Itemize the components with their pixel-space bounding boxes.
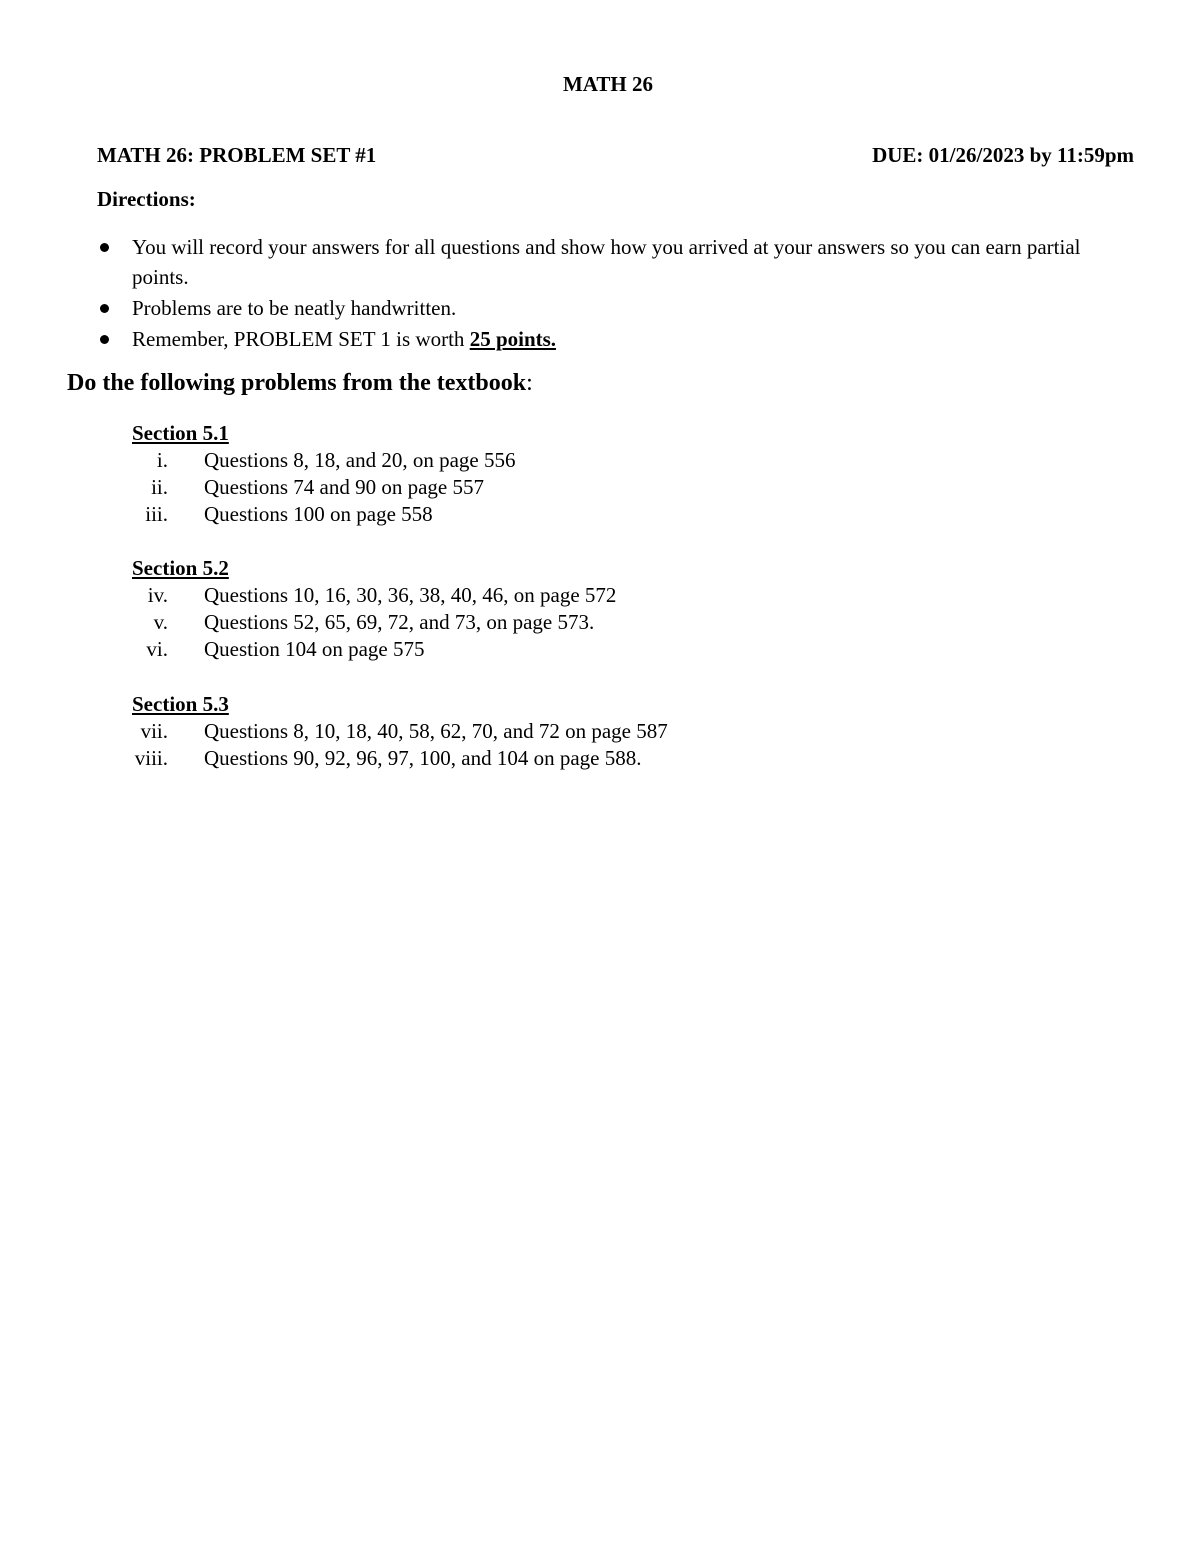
question-text: Questions 74 and 90 on page 557 — [204, 475, 484, 499]
question-text: Questions 100 on page 558 — [204, 502, 433, 526]
problems-heading-text: Do the following problems from the textbook — [67, 370, 527, 396]
question-text: Questions 8, 10, 18, 40, 58, 62, 70, and 72 on page 587 — [204, 719, 668, 743]
bullet-icon — [100, 243, 109, 252]
list-item — [132, 501, 515, 528]
section-title: Section 5.2 — [132, 556, 229, 580]
directions-list — [97, 232, 1142, 355]
directions-label: Directions: — [97, 187, 196, 211]
problems-heading — [67, 370, 533, 397]
list-item — [132, 745, 668, 772]
section-title: Section 5.3 — [132, 692, 229, 716]
question-number: ii. — [151, 475, 168, 499]
question-number: vii. — [140, 719, 168, 743]
question-number: iii. — [145, 502, 168, 526]
list-item — [132, 582, 616, 609]
direction-text: Remember, PROBLEM SET 1 is worth — [132, 327, 470, 351]
bullet-icon — [100, 335, 109, 344]
question-number: i. — [156, 448, 168, 472]
list-item — [132, 636, 616, 663]
section-5-1 — [132, 420, 515, 528]
question-text: Questions 52, 65, 69, 72, and 73, on page 573. — [204, 610, 595, 634]
points-emphasis: 25 points. — [469, 327, 557, 351]
due-date: DUE: 01/26/2023 by 11:59pm — [872, 143, 1134, 167]
question-number: viii. — [134, 746, 168, 770]
question-text: Questions 8, 18, and 20, on page 556 — [204, 448, 516, 472]
question-text: Questions 10, 16, 30, 36, 38, 40, 46, on page 572 — [204, 583, 617, 607]
section-5-3 — [132, 691, 668, 772]
list-item — [132, 718, 668, 745]
section-5-2 — [132, 555, 616, 663]
direction-text: Problems are to be neatly handwritten. — [132, 296, 457, 320]
list-item — [132, 447, 515, 474]
list-item — [97, 324, 1142, 354]
question-text: Question 104 on page 575 — [204, 637, 425, 661]
list-item — [97, 232, 1142, 292]
list-item — [132, 609, 616, 636]
question-text: Questions 90, 92, 96, 97, 100, and 104 on page 588. — [204, 746, 642, 770]
question-number: vi. — [146, 637, 168, 661]
problem-set-title: MATH 26: PROBLEM SET #1 — [97, 143, 377, 167]
section-title: Section 5.1 — [132, 421, 229, 445]
direction-text: You will record your answers for all questions and show how you arrived at your answers so you can earn partial points. — [132, 235, 1081, 289]
question-number: v. — [153, 610, 168, 634]
problems-heading-colon: : — [526, 370, 533, 396]
list-item — [97, 293, 1142, 323]
question-number: iv. — [147, 583, 168, 607]
title-row — [97, 143, 1134, 168]
page-header: MATH 26 — [562, 72, 654, 96]
bullet-icon — [100, 304, 109, 313]
list-item — [132, 474, 515, 501]
